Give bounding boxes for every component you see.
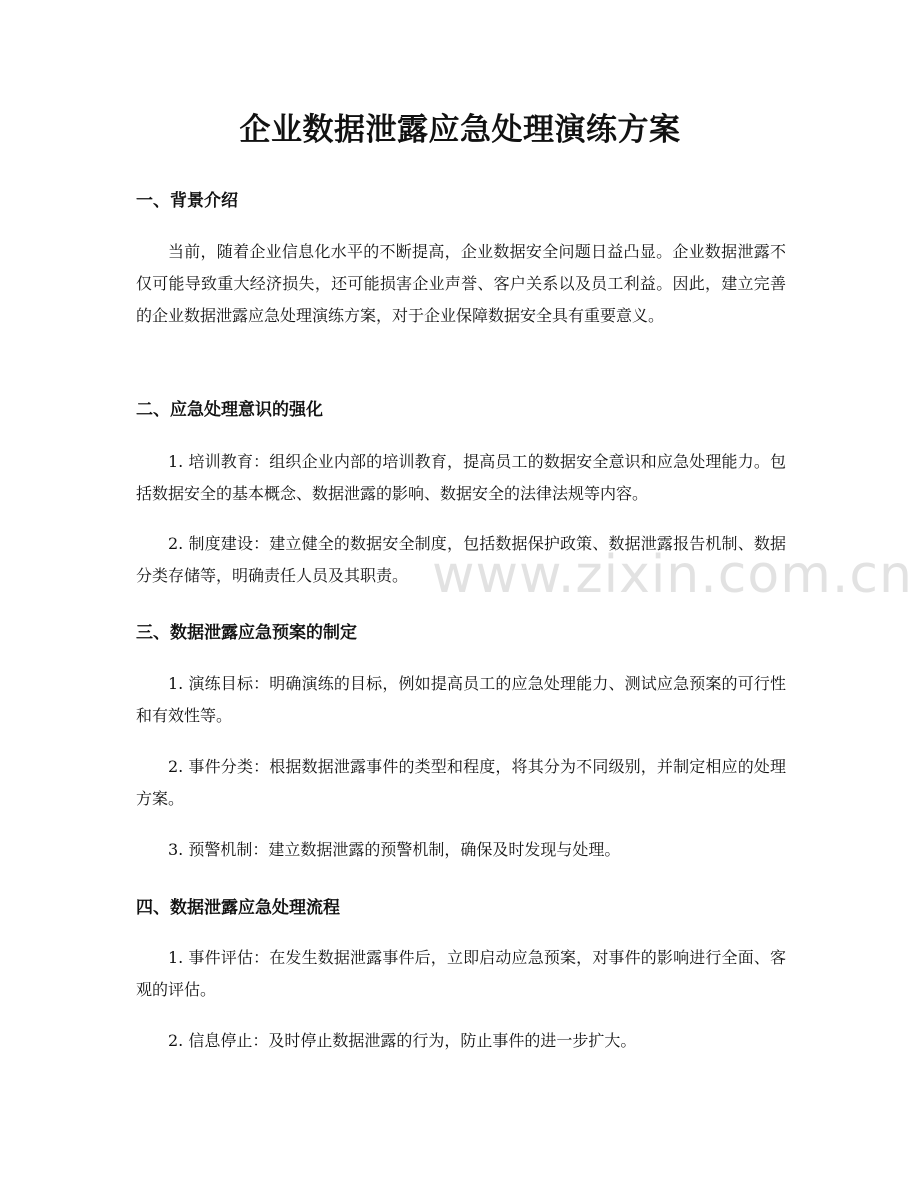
paragraph-stop-leak: 2. 信息停止：及时停止数据泄露的行为，防止事件的进一步扩大。 [168, 1031, 637, 1050]
paragraph-event-assessment: 1. 事件评估：在发生数据泄露事件后，立即启动应急预案，对事件的影响进行全面、客观的评估。 [136, 948, 786, 999]
section-heading-process: 四、数据泄露应急处理流程 [136, 898, 340, 918]
document-title: 企业数据泄露应急处理演练方案 [239, 112, 681, 148]
paragraph-warning-mechanism: 3. 预警机制：建立数据泄露的预警机制，确保及时发现与处理。 [168, 840, 621, 859]
paragraph-event-classification: 2. 事件分类：根据数据泄露事件的类型和程度，将其分为不同级别，并制定相应的处理方案。 [136, 757, 786, 808]
watermark-text: www.zixin.com.cn [432, 545, 913, 605]
paragraph-system-building: 2. 制度建设：建立健全的数据安全制度，包括数据保护政策、数据泄露报告机制、数据分类存储等，明确责任人员及其职责。 [136, 534, 786, 585]
paragraph-background: 当前，随着企业信息化水平的不断提高，企业数据安全问题日益凸显。企业数据泄露不仅可能导致重大经济损失，还可能损害企业声誉、客户关系以及员工利益。因此，建立完善的企业数据泄露应急处理演练方案，对于企业保障数据安全具有重要意义。 [136, 242, 786, 325]
section-heading-plan: 三、数据泄露应急预案的制定 [136, 623, 357, 643]
section-heading-background: 一、背景介绍 [136, 191, 238, 211]
section-heading-awareness: 二、应急处理意识的强化 [136, 400, 323, 420]
paragraph-training: 1. 培训教育：组织企业内部的培训教育，提高员工的数据安全意识和应急处理能力。包括数据安全的基本概念、数据泄露的影响、数据安全的法律法规等内容。 [136, 452, 786, 503]
paragraph-drill-goal: 1. 演练目标：明确演练的目标，例如提高员工的应急处理能力、测试应急预案的可行性和有效性等。 [136, 674, 786, 725]
